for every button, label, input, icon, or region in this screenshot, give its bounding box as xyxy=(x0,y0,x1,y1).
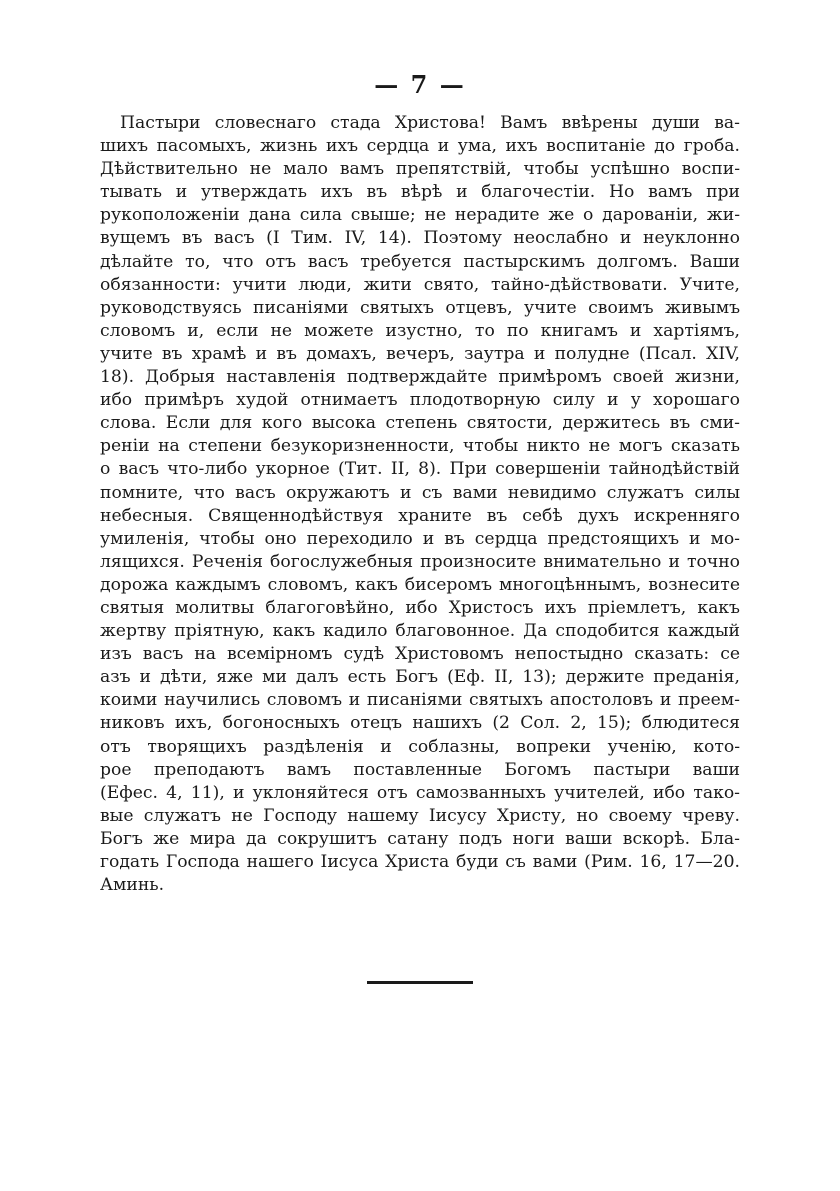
text-line: словомъ и, если не можете изустно, то по книгамъ и хартіямъ, xyxy=(100,320,740,341)
closing-rule xyxy=(367,981,473,984)
text-line: умиленія, чтобы оно переходило и въ сердца предстоящихъ и мо- xyxy=(100,528,740,549)
text-line: шихъ пасомыхъ, жизнь ихъ сердца и ума, ихъ воспитаніе до гроба. xyxy=(100,136,740,157)
page-number: — 7 — xyxy=(374,70,466,99)
text-line: годать Господа нашего Іисуса Христа буди съ вами (Рим. 16, 17—20. xyxy=(100,852,740,872)
text-line: Богъ же мира да сокрушитъ сатану подъ ноги ваши вскорѣ. Бла- xyxy=(100,828,740,849)
text-line: дорожа каждымъ словомъ, какъ бисеромъ многоцѣннымъ, вознесите xyxy=(100,574,740,595)
text-line: Пастыри словеснаго стада Христова! Вамъ ввѣрены души ва- xyxy=(120,113,740,133)
text-line: коими научились словомъ и писаніями святыхъ апостоловъ и преем- xyxy=(100,690,740,711)
text-line: помните, что васъ окружаютъ и съ вами невидимо служатъ силы xyxy=(100,482,740,503)
text-line: Аминь. xyxy=(100,875,165,896)
text-line: 18). Добрыя наставленія подтверждайте примѣромъ своей жизни, xyxy=(100,367,740,388)
text-line: рое преподаютъ вамъ поставленные Богомъ пастыри ваши xyxy=(100,759,740,780)
text-line: никовъ ихъ, богоносныхъ отецъ нашихъ (2 Сол. 2, 15); блюдитеся xyxy=(100,713,740,734)
text-line: рукоположеніи дана сила свыше; не нерадите же о дарованіи, жи- xyxy=(100,205,740,226)
text-line: жертву пріятную, какъ кадило благовонное. Да сподобится каждый xyxy=(100,621,740,642)
text-line: о васъ что-либо укорное (Тит. II, 8). При совершеніи тайнодѣйствій xyxy=(100,459,740,480)
text-line: святыя молитвы благоговѣйно, ибо Христосъ ихъ пріемлетъ, какъ xyxy=(100,597,740,618)
text-line: тывать и утверждать ихъ въ вѣрѣ и благочестіи. Но вамъ при xyxy=(100,182,740,203)
text-line: ибо примѣръ худой отнимаетъ плодотворную силу и у хорошаго xyxy=(100,390,740,411)
text-line: дѣлайте то, что отъ васъ требуется пастырскимъ долгомъ. Ваши xyxy=(100,251,740,272)
text-line: руководствуясь писаніями святыхъ отцевъ, учите своимъ живымъ xyxy=(100,297,740,318)
text-line: слова. Если для кого высока степень святости, держитесь въ сми- xyxy=(100,413,740,434)
text-line: учите въ храмѣ и въ домахъ, вечеръ, заутра и полудне (Псал. XIV, xyxy=(100,343,740,364)
body-text xyxy=(100,112,740,897)
text-line: Дѣйствительно не мало вамъ препятствій, чтобы успѣшно воспи- xyxy=(100,159,740,180)
text-line: изъ васъ на всемірномъ судѣ Христовомъ непостыдно сказать: се xyxy=(100,644,740,665)
text-line: отъ творящихъ раздѣленія и соблазны, вопреки ученію, кото- xyxy=(100,736,740,757)
text-line: лящихся. Реченія богослужебныя произносите внимательно и точно xyxy=(100,551,740,572)
text-line: вущемъ въ васъ (I Тим. IV, 14). Поэтому неослабно и неуклонно xyxy=(100,228,740,249)
text-line: (Ефес. 4, 11), и уклоняйтеся отъ самозванныхъ учителей, ибо тако- xyxy=(100,782,740,803)
text-line: реніи на степени безукоризненности, чтобы никто не могъ сказать xyxy=(100,436,740,457)
text-line: небесныя. Священнодѣйствуя храните въ себѣ духъ искренняго xyxy=(100,505,740,526)
text-line: азъ и дѣти, яже ми далъ есть Богъ (Еф. II, 13); держите преданія, xyxy=(100,667,740,688)
text-line: вые служатъ не Господу нашему Іисусу Христу, но своему чреву. xyxy=(100,805,740,826)
text-line: обязанности: учити люди, жити свято, тайно-дѣйствовати. Учите, xyxy=(100,274,740,295)
